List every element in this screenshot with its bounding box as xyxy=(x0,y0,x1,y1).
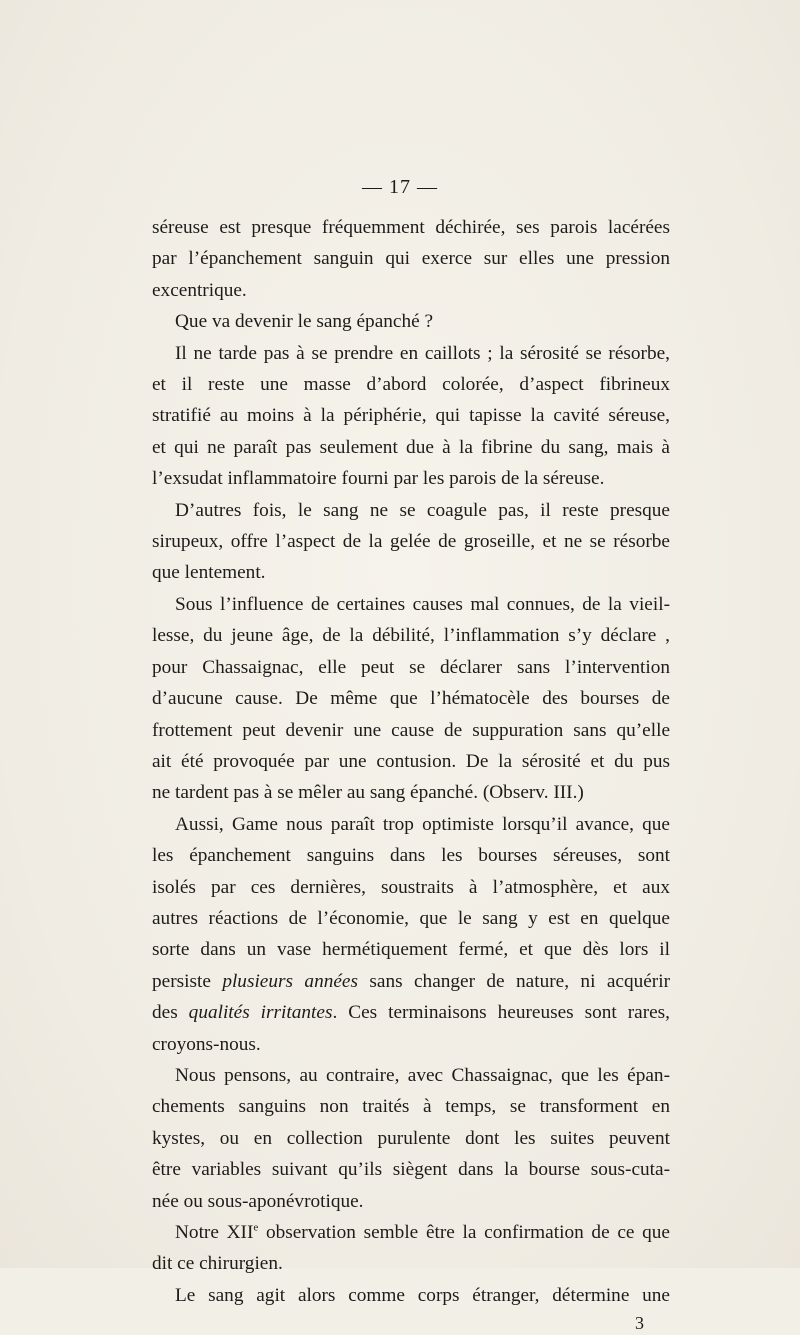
text-line: D’autres fois, le sang ne se coagule pas, il reste presque xyxy=(175,499,670,521)
text-line: lesse, du jeune âge, de la débilité, l’inflammation s’y déclare , xyxy=(152,625,670,647)
text-run: des xyxy=(152,1002,189,1024)
text-line: l’exsudat inflammatoire fourni par les parois de la séreuse. xyxy=(152,468,605,490)
italic-run: plusieurs années xyxy=(222,970,358,992)
text-line: et il reste une masse d’abord colorée, d’aspect fibrineux xyxy=(152,374,670,396)
text-line: Nous pensons, au contraire, avec Chassaignac, que les épan- xyxy=(175,1064,670,1086)
text-run: sans changer de nature, ni acquérir xyxy=(357,970,670,992)
text-line: croyons-nous. xyxy=(152,1033,261,1055)
text-line: d’aucune cause. De même que l’hématocèle des bourses de xyxy=(152,688,670,710)
signature-mark: 3 xyxy=(635,1313,644,1334)
text-line: Le sang agit alors comme corps étranger, détermine une xyxy=(175,1284,670,1306)
italic-run: qualités irritantes xyxy=(188,1002,333,1024)
text-run: persiste xyxy=(152,970,223,992)
text-line: pour Chassaignac, elle peut se déclarer sans l’intervention xyxy=(152,656,670,678)
text-line: Sous l’influence de certaines causes mal connues, de la vieil- xyxy=(175,593,670,615)
text-line: née ou sous-aponévrotique. xyxy=(152,1190,364,1212)
text-line: ne tardent pas à se mêler au sang épanché. (Observ. III.) xyxy=(152,782,584,804)
text-line: kystes, ou en collection purulente dont les suites peuvent xyxy=(152,1127,670,1149)
text-line: excentrique. xyxy=(152,279,247,301)
superscript: e xyxy=(253,1221,259,1234)
page-number: — 17 — xyxy=(362,176,438,198)
text-line: et qui ne paraît pas seulement due à la fibrine du sang, mais à xyxy=(152,436,670,458)
text-line: Il ne tarde pas à se prendre en caillots ; la sérosité se résorbe, xyxy=(175,342,670,364)
text-line: séreuse est presque fréquemment déchirée, ses parois lacérées xyxy=(152,217,670,238)
body-text xyxy=(152,212,670,1335)
text-line: les épanchement sanguins dans les bourses séreuses, sont xyxy=(152,845,670,867)
text-line-mixed xyxy=(152,997,670,1028)
text-line: stratifié au moins à la périphérie, qui tapisse la cavité séreuse, xyxy=(152,405,670,427)
text-line: sorte dans un vase hermétiquement fermé, et que dès lors il xyxy=(152,939,670,961)
text-run: observation semble être la confirmation de ce que xyxy=(258,1222,670,1243)
text-line: frottement peut devenir une cause de suppuration sans qu’elle xyxy=(152,719,670,741)
text-line: dit ce chirurgien. xyxy=(152,1253,283,1275)
text-line: être variables suivant qu’ils siègent dans la bourse sous-cuta- xyxy=(152,1159,670,1181)
text-run: Notre XII xyxy=(175,1222,254,1243)
text-run: . Ces terminaisons heureuses sont rares, xyxy=(332,1002,670,1024)
text-line: chements sanguins non traités à temps, se transforment en xyxy=(152,1096,670,1118)
text-line: autres réactions de l’économie, que le sang y est en quelque xyxy=(152,907,670,929)
text-line-mixed xyxy=(152,966,670,997)
text-line: ait été provoquée par une contusion. De la sérosité et du pus xyxy=(152,750,670,772)
text-line: sirupeux, offre l’aspect de la gelée de groseille, et ne se résorbe xyxy=(152,531,670,553)
text-line-mixed xyxy=(152,1217,670,1248)
text-line: par l’épanchement sanguin qui exerce sur elles une pression xyxy=(152,248,670,270)
text-line: isolés par ces dernières, soustraits à l’atmosphère, et aux xyxy=(152,876,670,898)
text-line: que lentement. xyxy=(152,562,266,584)
text-line: Aussi, Game nous paraît trop optimiste lorsqu’il avance, que xyxy=(175,813,670,835)
text-line: Que va devenir le sang épanché ? xyxy=(175,311,434,333)
